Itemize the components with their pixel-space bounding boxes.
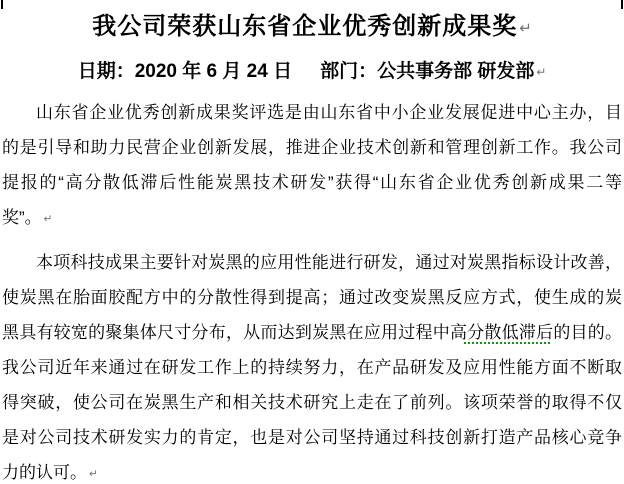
body-line-text: 使炭黑在胎面胶配方中的分散性得到提高；通过改变炭黑反应方式，使生成的炭 bbox=[2, 288, 622, 307]
paragraph-mark-icon: ↵ bbox=[519, 21, 532, 37]
paragraph-mark-icon: ↵ bbox=[89, 468, 98, 480]
body-line bbox=[2, 130, 622, 165]
body-line bbox=[2, 315, 622, 350]
date-label: 日期： bbox=[77, 61, 135, 82]
date-value: 2020 年 6 月 24 日 bbox=[134, 61, 293, 82]
document-title: 我公司荣获山东省企业优秀创新成果奖 bbox=[92, 13, 518, 40]
body-line-text: 山东省企业优秀创新成果奖评选是由山东省中小企业发展促进中心主办，目 bbox=[36, 103, 622, 122]
text-boundary-mark-left bbox=[1, 0, 3, 9]
body-line bbox=[2, 350, 622, 385]
text-boundary-mark-right bbox=[621, 0, 623, 9]
body-line bbox=[2, 95, 622, 130]
body-line bbox=[2, 245, 622, 280]
body-line-text: 提报的“高分散低滞后性能炭黑技术研发”获得“山东省企业优秀创新成果二等 bbox=[2, 173, 622, 192]
paragraph-mark-icon: ↵ bbox=[536, 66, 547, 79]
document-body bbox=[0, 95, 624, 484]
body-line bbox=[2, 420, 622, 455]
paragraph-mark-icon: ↵ bbox=[43, 213, 53, 225]
department-value: 公共事务部 研发部 bbox=[377, 61, 535, 82]
body-line-text: 的是引导和助力民营企业创新发展，推进企业技术创新和管理创新工作。我公司 bbox=[2, 138, 622, 157]
body-line-text: 本项科技成果主要针对炭黑的应用性能进行研发，通过对炭黑指标设计改善， bbox=[36, 253, 622, 272]
body-line-text: 是对公司技术研发实力的肯定，也是对公司坚持通过科技创新打造产品核心竞争 bbox=[2, 428, 622, 447]
body-line-text: 我公司近年来通过在研发工作上的持续努力，在产品研发及应用性能方面不断取 bbox=[2, 358, 622, 377]
body-line-text: 得突破，使公司在炭黑生产和相关技术研究上走在了前列。该项荣誉的取得不仅 bbox=[2, 393, 622, 412]
body-line-text: 力的认可。 bbox=[2, 463, 87, 482]
paragraph-2 bbox=[2, 245, 622, 484]
department-label: 部门： bbox=[320, 61, 378, 82]
body-line bbox=[2, 280, 622, 315]
body-line bbox=[2, 165, 622, 200]
paragraph-1 bbox=[2, 95, 622, 235]
grammar-squiggle-underline bbox=[464, 342, 551, 344]
document-title-line bbox=[0, 0, 624, 46]
body-line bbox=[2, 455, 622, 484]
body-line bbox=[2, 200, 622, 235]
body-line-text: 奖”。 bbox=[2, 208, 42, 227]
body-line bbox=[2, 385, 622, 420]
body-line-text: 黑具有较宽的聚集体尺寸分布，从而达到炭黑在应用过程中高分散低滞后的目的。 bbox=[2, 323, 622, 342]
meta-line bbox=[0, 58, 624, 87]
